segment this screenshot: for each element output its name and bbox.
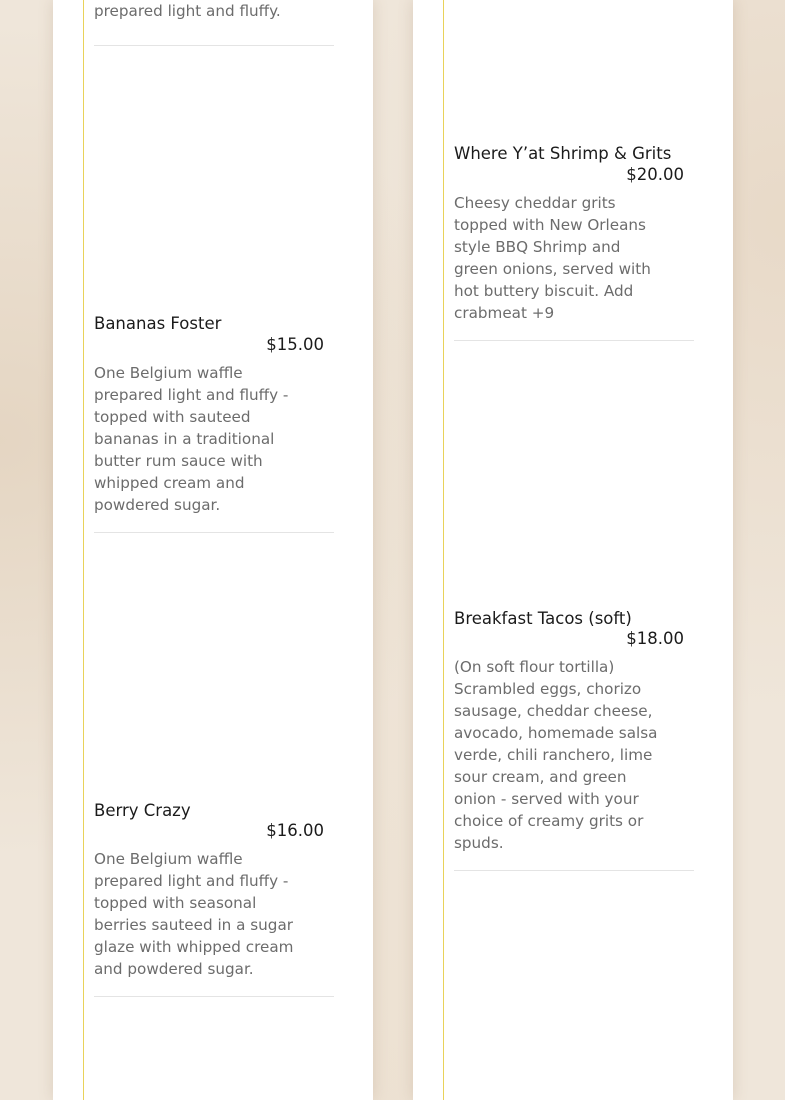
menu-item-price: $15.00 <box>266 335 324 354</box>
menu-item-divider <box>94 532 334 533</box>
menu-column-left <box>53 0 373 1100</box>
menu-column-right <box>413 0 733 1100</box>
menu-item-photo[interactable] <box>94 60 334 300</box>
menu-item-photo[interactable] <box>454 0 694 130</box>
column-accent-rail <box>443 0 444 1100</box>
menu-item-description: Cheesy cheddar grits topped with New Orleans style BBQ Shrimp and green onions, served with hot buttery biscuit. Add crabmeat +9 <box>454 194 651 322</box>
menu-item-title: Breakfast Tacos (soft) <box>454 609 632 628</box>
menu-item-photo[interactable] <box>454 884 694 1100</box>
menu-item-price: $20.00 <box>626 165 684 184</box>
menu-item-photo[interactable] <box>94 1010 334 1100</box>
menu-item-divider <box>94 45 334 46</box>
menu-item-title: Berry Crazy <box>94 801 191 820</box>
menu-item-price: $16.00 <box>266 821 324 840</box>
menu-item-description: One Belgium waffle prepared light and fluffy - topped with sauteed bananas in a traditional butter rum sauce with whipped cream and powdered sugar. <box>94 364 289 514</box>
menu-item-divider <box>454 340 694 341</box>
menu-item-photo[interactable] <box>94 546 334 786</box>
menu-item-description: (On soft flour tortilla) Scrambled eggs, chorizo sausage, cheddar cheese, avocado, homemade salsa verde, chili ranchero, lime sour cream, and green onion - served with your choice of creamy grits or spuds. <box>454 658 658 852</box>
menu-item-description: One Belgium waffle prepared light and fluffy - topped with seasonal berries sauteed in a sugar glaze with whipped cream and powdered sugar. <box>94 850 294 978</box>
menu-item[interactable] <box>94 799 334 997</box>
menu-item[interactable] <box>94 312 334 533</box>
menu-item-title: Where Y’at Shrimp & Grits <box>454 144 672 163</box>
menu-item-partial[interactable] <box>94 0 334 46</box>
menu-item-divider <box>454 870 694 871</box>
menu-item-price: $18.00 <box>626 629 684 648</box>
menu-item-description: prepared light and fluffy. <box>94 2 281 20</box>
menu-item[interactable] <box>454 607 694 871</box>
menu-item-photo[interactable] <box>454 355 694 595</box>
menu-item-divider <box>94 996 334 997</box>
menu-item[interactable] <box>454 142 694 341</box>
menu-item-title: Bananas Foster <box>94 314 222 333</box>
column-accent-rail <box>83 0 84 1100</box>
